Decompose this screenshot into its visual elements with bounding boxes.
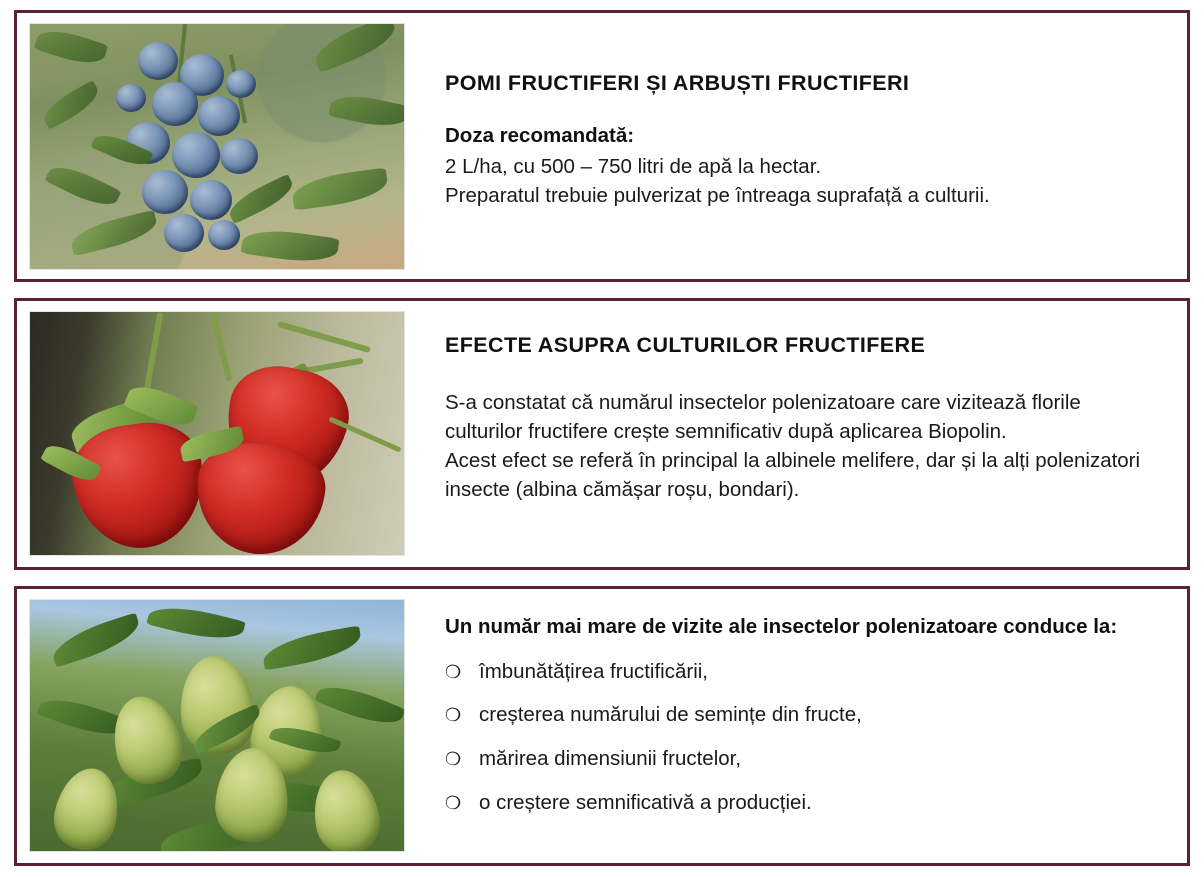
- list-item-label: o creștere semnificativă a producției.: [479, 790, 812, 814]
- info-card-effects: [14, 298, 1190, 570]
- card-1-text: [405, 23, 1175, 210]
- info-card-benefits: [14, 586, 1190, 866]
- circle-bullet-icon: ❍: [445, 705, 462, 726]
- card-2-title: EFECTE ASUPRA CULTURILOR FRUCTIFERE: [445, 333, 926, 357]
- card-3-text: [405, 599, 1175, 833]
- card-1-lead: Doza recomandată:: [445, 124, 635, 147]
- list-item: [445, 790, 1157, 817]
- card-2-text: [405, 311, 1175, 504]
- card-2-paragraph-2: Acest efect se referă în principal la albinele melifere, dar și la alți polenizatori insecte (albina cămășar roșu, bondari).: [445, 449, 1141, 502]
- pear-tree-photo: [29, 599, 405, 852]
- card-1-title: POMI FRUCTIFERI ȘI ARBUȘTI FRUCTIFERI: [445, 71, 910, 95]
- blueberry-bush-photo: [29, 23, 405, 270]
- benefits-list: [445, 659, 1157, 817]
- list-item-label: creșterea numărului de semințe din fructe,: [479, 703, 862, 727]
- card-3-lead: Un număr mai mare de vizite ale insectelor polenizatoare conduce la:: [445, 615, 1118, 638]
- list-item: [445, 702, 1157, 729]
- card-1-paragraph-1: 2 L/ha, cu 500 – 750 litri de apă la hectar.: [445, 154, 822, 178]
- info-card-fruit-trees: [14, 10, 1190, 282]
- list-item-label: îmbunătățirea fructificării,: [479, 659, 709, 683]
- circle-bullet-icon: ❍: [445, 748, 462, 769]
- card-2-paragraph-1: S-a constatat că numărul insectelor polenizatoare care vizitează florile culturilor fructifere crește semnificativ după aplicarea Biopolin.: [445, 391, 1081, 444]
- card-1-paragraph-2: Preparatul trebuie pulverizat pe întreaga suprafață a culturii.: [445, 183, 990, 207]
- list-item-label: mărirea dimensiunii fructelor,: [479, 746, 742, 770]
- circle-bullet-icon: ❍: [445, 792, 462, 813]
- list-item: [445, 746, 1157, 773]
- list-item: [445, 659, 1157, 686]
- strawberries-photo: [29, 311, 405, 556]
- circle-bullet-icon: ❍: [445, 661, 462, 682]
